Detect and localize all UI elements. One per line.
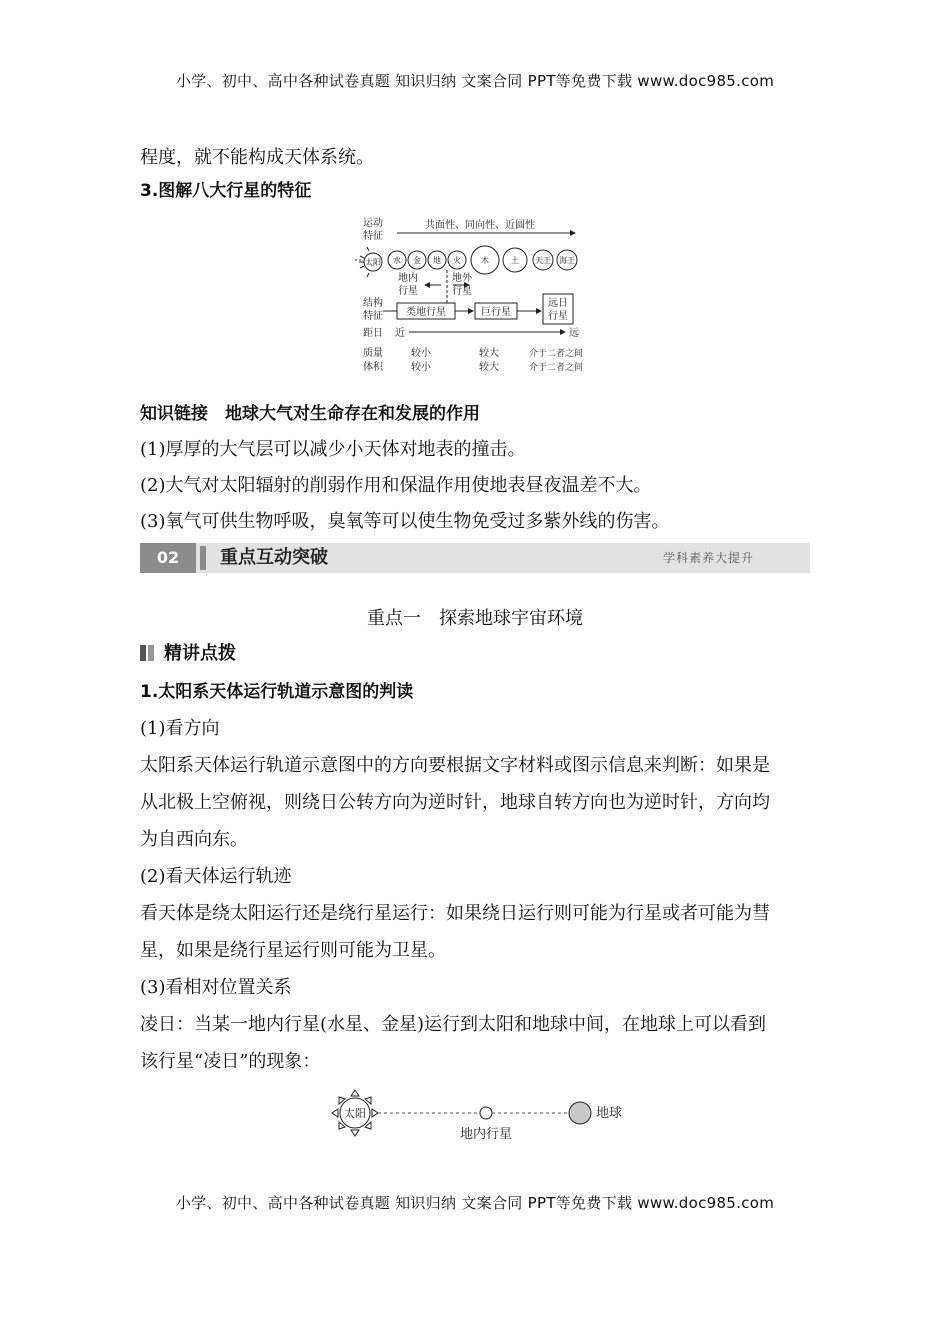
volume-value-2: 较大: [479, 362, 499, 373]
volume-label: 体积: [363, 362, 383, 373]
body-label-sun: 太阳: [365, 258, 381, 267]
p1-line-2: 从北极上空俯视，则绕日公转方向为逆时针，地球自转方向也为逆时针，方向均: [140, 792, 770, 813]
earth-circle: [569, 1102, 591, 1124]
knowledge-item-1: (1)厚厚的大气层可以减少小天体对地表的撞击。: [140, 439, 526, 460]
outer-label-1: 地外: [452, 273, 472, 284]
p2-line-1: 看天体是绕太阳运行还是绕行星运行：如果绕日运行则可能为行星或者可能为彗: [140, 903, 770, 924]
jingjiang-heading: [140, 642, 340, 666]
inner-planet-circle: [480, 1107, 492, 1119]
terrestrial-label: 类地行星: [406, 307, 446, 318]
structure-label-1: 结构: [363, 298, 383, 309]
volume-value-3: 介于二者之间: [529, 363, 584, 373]
sun-label: 太阳: [344, 1107, 366, 1120]
mass-value-2: 较大: [479, 348, 499, 359]
body-label-mars: 火: [453, 256, 461, 265]
mass-label: 质量: [363, 348, 383, 359]
body-label-uranus: 天王: [535, 256, 551, 265]
jingjiang-icon-bar-1: [140, 645, 146, 661]
motion-label-1: 运动: [363, 218, 383, 229]
volume-value-1: 较小: [411, 362, 431, 373]
inner-label-1: 地内: [398, 273, 418, 284]
section-band: [140, 543, 810, 573]
page-footer: 小学、初中、高中各种试卷真题 知识归纳 文案合同 PPT等免费下载 www.doc985.com: [175, 1194, 775, 1212]
mass-value-3: 介于二者之间: [529, 349, 584, 359]
inner-label-2: 行星: [398, 286, 418, 297]
motion-features: 共面性、同向性、近圆性: [425, 220, 535, 231]
p1-line-1: 太阳系天体运行轨道示意图中的方向要根据文字材料或图示信息来判断：如果是: [140, 755, 770, 776]
knowledge-item-3: (3)氧气可供生物呼吸，臭氧等可以使生物免受过多紫外线的伤害。: [140, 511, 670, 532]
knowledge-item-2: (2)大气对太阳辐射的削弱作用和保温作用使地表昼夜温差不大。: [140, 475, 652, 496]
motion-label-2: 特征: [363, 231, 383, 242]
far-label-1: 远日: [548, 298, 568, 309]
body-label-saturn: 土: [511, 256, 519, 265]
band-title: 重点互动突破: [220, 547, 328, 568]
inner-planet-label: 地内行星: [459, 1127, 513, 1142]
p1-head: (1)看方向: [140, 718, 220, 739]
body-label-venus: 金: [413, 256, 421, 265]
jingjiang-label: 精讲点拨: [164, 643, 236, 664]
giant-label: 巨行星: [481, 307, 511, 318]
body-label-mercury: 水: [393, 256, 401, 265]
p3-head: (3)看相对位置关系: [140, 977, 292, 998]
far-label-2: 行星: [548, 311, 568, 322]
structure-label-2: 特征: [363, 311, 383, 322]
subsection-1-title: 1.太阳系天体运行轨道示意图的判读: [140, 682, 414, 702]
p2-head: (2)看天体运行轨迹: [140, 866, 292, 887]
planet-section-title: 3.图解八大行星的特征: [140, 181, 312, 201]
band-divider: [200, 546, 206, 570]
intro-line: 程度，就不能构成天体系统。: [140, 147, 374, 168]
p2-line-2: 星，如果是绕行星运行则可能为卫星。: [140, 940, 446, 961]
jingjiang-icon-bar-2: [148, 645, 154, 661]
earth-label: 地球: [596, 1106, 623, 1121]
p1-line-3: 为自西向东。: [140, 829, 248, 850]
page-header: 小学、初中、高中各种试卷真题 知识归纳 文案合同 PPT等免费下载 www.doc985.com: [175, 72, 775, 90]
distance-label: 距日: [363, 328, 383, 339]
body-label-earth: 地: [433, 256, 441, 265]
band-number: 02: [140, 543, 196, 573]
body-label-neptune: 海王: [559, 256, 575, 265]
near-label: 近: [395, 328, 405, 339]
band-subtitle: 学科素养大提升: [662, 551, 754, 565]
transit-diagram: [320, 1086, 640, 1148]
knowledge-link-title: 知识链接 地球大气对生命存在和发展的作用: [140, 404, 480, 424]
far-label: 远: [569, 328, 579, 339]
mass-value-1: 较小: [411, 348, 431, 359]
planet-features-diagram: [355, 212, 595, 377]
p3-line-2: 该行星“凌日”的现象：: [140, 1051, 321, 1072]
p3-line-1: 凌日：当某一地内行星(水星、金星)运行到太阳和地球中间，在地球上可以看到: [140, 1014, 767, 1035]
outer-label-2: 行星: [452, 286, 472, 297]
key-point-title: 重点一 探索地球宇宙环境: [367, 608, 583, 629]
body-label-jupiter: 木: [481, 256, 489, 265]
